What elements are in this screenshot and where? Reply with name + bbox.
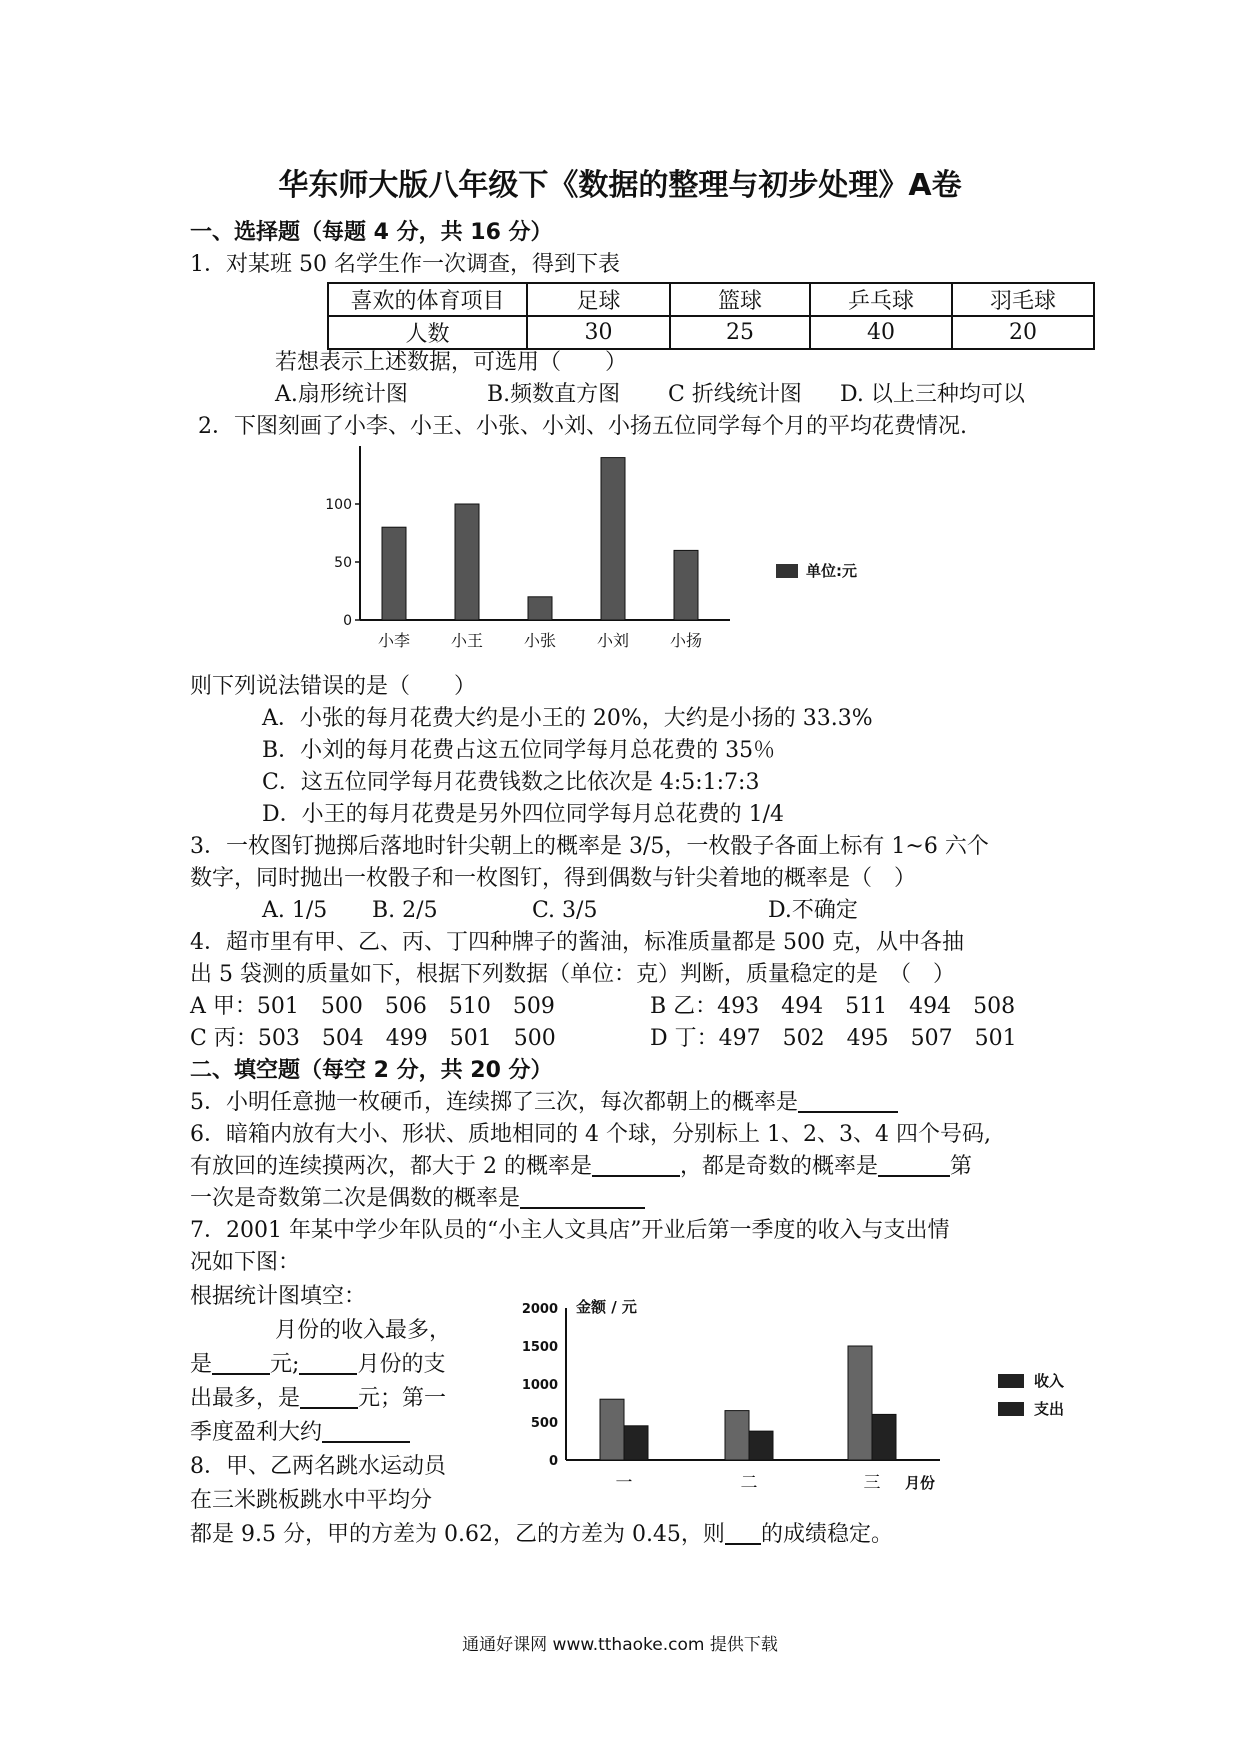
bar xyxy=(382,527,406,620)
table-header-row xyxy=(328,283,1094,316)
answer-blank xyxy=(322,1419,410,1443)
q7-fill-4 xyxy=(190,1384,446,1414)
q6-text-d: 一次是奇数第二次是偶数的概率是 xyxy=(190,1186,521,1211)
q4-option-c: C 丙：503 504 499 501 500 xyxy=(190,1026,556,1051)
q6-line-3 xyxy=(190,1184,645,1214)
table-cell: 喜欢的体育项目 xyxy=(328,283,527,316)
x-axis-label: 月份 xyxy=(904,1474,936,1492)
q1-prompt: 若想表示上述数据，可选用（ ） xyxy=(275,350,628,375)
q7-text-e: 元；第一 xyxy=(358,1386,447,1411)
x-tick-label: 小王 xyxy=(450,631,484,650)
q7-fill-5 xyxy=(190,1418,410,1448)
answer-blank xyxy=(212,1351,270,1375)
q8-line-2: 在三米跳板跳水中平均分 xyxy=(190,1488,433,1513)
q8-text-a: 都是 9.5 分，甲的方差为 0.62，乙的方差为 0.45，则 xyxy=(190,1522,725,1547)
q4-option-a: A 甲：501 500 506 510 509 xyxy=(190,994,555,1019)
bar xyxy=(872,1414,896,1460)
q7-fill-1: 根据统计图填空： xyxy=(190,1284,367,1309)
q6-line-1: 6．暗箱内放有大小、形状、质地相同的 4 个球，分别标上 1、2、3、4 四个号码, xyxy=(190,1122,991,1147)
y-axis-label: 金额 / 元 xyxy=(576,1298,637,1316)
answer-blank xyxy=(798,1089,898,1113)
bar xyxy=(848,1346,872,1460)
q2-option-c: C．这五位同学每月花费钱数之比依次是 4:5:1:7:3 xyxy=(262,770,760,795)
q3-option-c: C. 3/5 xyxy=(532,898,598,923)
q7-text-a: 是 xyxy=(190,1352,213,1377)
q7-text-f: 季度盈利大约 xyxy=(190,1420,323,1445)
legend-swatch xyxy=(998,1402,1024,1416)
q7-line-2: 况如下图： xyxy=(190,1250,301,1275)
answer-blank xyxy=(725,1521,761,1545)
q8-line-3 xyxy=(190,1520,893,1550)
table-cell: 羽毛球 xyxy=(952,283,1094,316)
x-tick-label: 小扬 xyxy=(669,631,703,650)
q6-text-b: ，都是奇数的概率是 xyxy=(680,1154,879,1179)
q3-line-1: 3．一枚图钉抛掷后落地时针尖朝上的概率是 3/5，一枚骰子各面上标有 1~6 六个 xyxy=(190,834,989,859)
x-tick-label: 小李 xyxy=(377,631,411,650)
q7-text-c: 月份的支 xyxy=(357,1352,446,1377)
bar xyxy=(749,1431,773,1460)
q1-option-a: A.扇形统计图 xyxy=(275,382,408,407)
q6-text-a: 有放回的连续摸两次，都大于 2 的概率是 xyxy=(190,1154,592,1179)
table-cell: 40 xyxy=(810,316,952,349)
bar xyxy=(725,1411,749,1460)
y-tick-label: 100 xyxy=(325,497,352,513)
q4-option-d: D 丁：497 502 495 507 501 xyxy=(650,1026,1017,1051)
y-tick-label: 1500 xyxy=(521,1340,558,1355)
q3-option-a: A. 1/5 xyxy=(262,898,328,923)
q2-option-a: A．小张的每月花费大约是小王的 20%，大约是小扬的 33.3% xyxy=(262,706,873,731)
answer-blank xyxy=(878,1153,950,1177)
sports-table xyxy=(327,282,1095,350)
page-footer: 通通好课网 www.tthaoke.com 提供下载 xyxy=(462,1635,778,1655)
bar xyxy=(601,458,625,620)
y-tick-label: 0 xyxy=(343,613,352,629)
bar xyxy=(624,1426,648,1460)
q4-line-2: 出 5 袋测的质量如下，根据下列数据（单位：克）判断，质量稳定的是 （ ） xyxy=(190,962,955,987)
bar xyxy=(674,550,698,620)
table-cell: 20 xyxy=(952,316,1094,349)
answer-blank xyxy=(300,1385,358,1409)
q1-option-d: D. 以上三种均可以 xyxy=(840,382,1025,407)
table-cell: 篮球 xyxy=(670,283,810,316)
legend-label: 支出 xyxy=(1034,1400,1065,1418)
q7-line-1: 7．2001 年某中学少年队员的“小主人文具店”开业后第一季度的收入与支出情 xyxy=(190,1218,950,1243)
q3-line-2: 数字，同时抛出一枚骰子和一枚图钉，得到偶数与针尖着地的概率是（ ） xyxy=(190,866,917,891)
q7-fill-2: 月份的收入最多， xyxy=(275,1318,452,1343)
q2-stem: 2．下图刻画了小李、小王、小张、小刘、小扬五位同学每个月的平均花费情况. xyxy=(198,414,967,439)
table-cell: 乒乓球 xyxy=(810,283,952,316)
y-tick-label: 50 xyxy=(334,555,352,571)
legend-label: 单位:元 xyxy=(806,562,857,580)
spending-bar-chart xyxy=(300,440,900,660)
q1-option-b: B.频数直方图 xyxy=(487,382,621,407)
y-tick-label: 0 xyxy=(548,1454,558,1469)
legend-swatch xyxy=(998,1374,1024,1388)
table-cell: 人数 xyxy=(328,316,527,349)
x-tick-label: 三 xyxy=(863,1473,881,1493)
q1-stem: 1．对某班 50 名学生作一次调查，得到下表 xyxy=(190,252,620,277)
income-expense-bar-chart xyxy=(520,1292,1080,1502)
legend-swatch xyxy=(776,564,798,578)
y-tick-label: 2000 xyxy=(521,1302,558,1317)
q4-option-b: B 乙：493 494 511 494 508 xyxy=(650,994,1016,1019)
q8-line-1: 8．甲、乙两名跳水运动员 xyxy=(190,1454,446,1479)
bar xyxy=(528,597,552,620)
answer-blank xyxy=(592,1153,680,1177)
q1-option-c: C 折线统计图 xyxy=(668,382,802,407)
section-1-heading: 一、选择题（每题 4 分，共 16 分） xyxy=(190,220,553,245)
q7-fill-3 xyxy=(190,1350,445,1380)
q7-text-b: 元; xyxy=(270,1352,300,1377)
x-tick-label: 一 xyxy=(615,1473,633,1493)
y-tick-label: 500 xyxy=(530,1416,558,1431)
q2-option-d: D．小王的每月花费是另外四位同学每月总花费的 1/4 xyxy=(262,802,785,827)
x-tick-label: 小刘 xyxy=(596,631,630,650)
q5-text: 5．小明任意抛一枚硬币，连续掷了三次，每次都朝上的概率是 xyxy=(190,1090,798,1115)
bar xyxy=(455,504,479,620)
y-tick-label: 1000 xyxy=(521,1378,558,1393)
table-cell: 30 xyxy=(527,316,670,349)
q3-option-d: D.不确定 xyxy=(768,898,858,923)
table-cell: 25 xyxy=(670,316,810,349)
legend-label: 收入 xyxy=(1034,1372,1065,1390)
section-2-heading: 二、填空题（每空 2 分，共 20 分） xyxy=(190,1058,553,1083)
q4-line-1: 4．超市里有甲、乙、丙、丁四种牌子的酱油，标准质量都是 500 克，从中各抽 xyxy=(190,930,964,955)
table-row xyxy=(328,316,1094,349)
q8-text-b: 的成绩稳定。 xyxy=(760,1522,893,1547)
table-cell: 足球 xyxy=(527,283,670,316)
x-tick-label: 二 xyxy=(740,1473,758,1493)
q6-text-c: 第 xyxy=(950,1154,973,1179)
bar xyxy=(600,1399,624,1460)
q2-option-b: B．小刘的每月花费占这五位同学每月总花费的 35％ xyxy=(262,738,776,763)
q7-text-d: 出最多，是 xyxy=(190,1386,301,1411)
q5-line xyxy=(190,1088,898,1118)
page-title: 华东师大版八年级下《数据的整理与初步处理》A卷 xyxy=(278,168,962,203)
q6-line-2 xyxy=(190,1152,972,1182)
q3-option-b: B. 2/5 xyxy=(372,898,438,923)
answer-blank xyxy=(299,1351,357,1375)
answer-blank xyxy=(520,1185,645,1209)
q2-prompt: 则下列说法错误的是（ ） xyxy=(190,674,477,699)
x-tick-label: 小张 xyxy=(523,631,557,650)
